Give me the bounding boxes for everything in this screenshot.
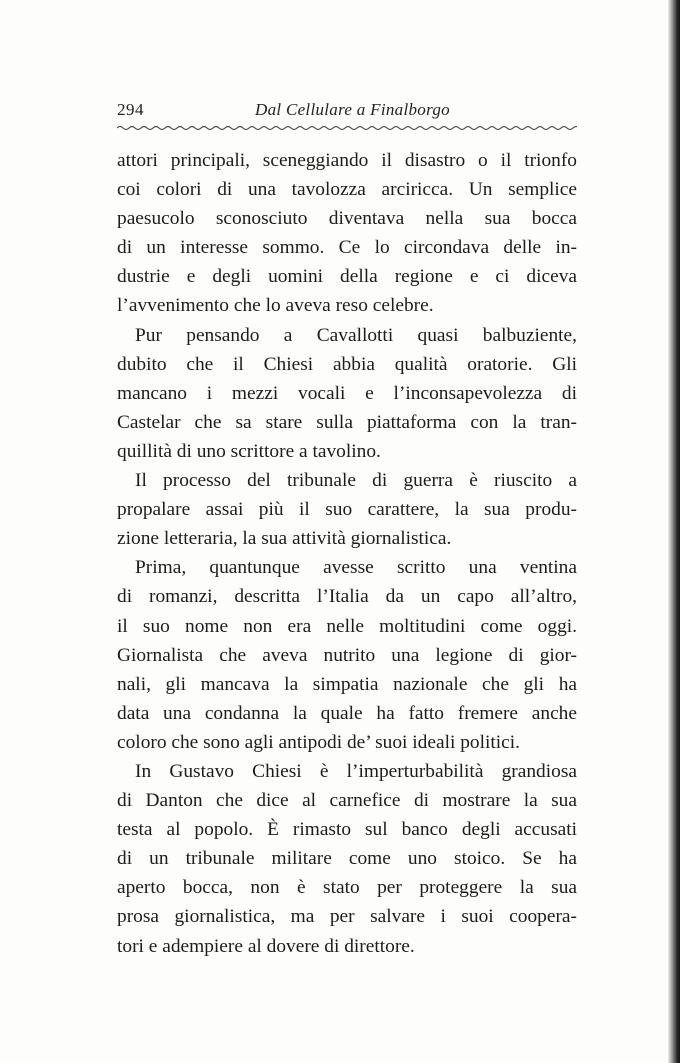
paragraph-2 (117, 321, 577, 466)
text-line: dustrie e degli uomini della regione e ci diceva (117, 266, 577, 288)
text-line: Castelar che sa stare sulla piattaforma con la tran- (117, 411, 577, 433)
text-line: dubito che il Chiesi abbia qualità oratorie. Gli (117, 353, 577, 375)
paragraph-1 (117, 146, 577, 321)
text-line: attori principali, sceneggiando il disastro o il trionfo (117, 150, 577, 171)
text-line: mancano i mezzi vocali e l’inconsapevolezza di (117, 382, 577, 404)
body-text (117, 146, 577, 961)
text-line: di un tribunale militare come uno stoico. Se ha (117, 848, 577, 870)
text-line: zione letteraria, la sua attività giornalistica. (117, 528, 452, 550)
paragraph-3 (117, 466, 577, 553)
text-line: di un interesse sommo. Ce lo circondava delle in- (117, 237, 577, 259)
text-line: l’avvenimento che lo aveva reso celebre. (117, 295, 434, 317)
text-line: Pur pensando a Cavallotti quasi balbuziente, (135, 324, 577, 346)
text-line: il suo nome non era nelle moltitudini come oggi. (117, 615, 577, 637)
paragraph-4 (117, 553, 577, 757)
text-line: Giornalista che aveva nutrito una legione di gior- (117, 644, 577, 666)
text-line: nali, gli mancava la simpatia nazionale che gli ha (117, 673, 577, 695)
text-line: coi colori di una tavolozza arciricca. Un semplice (117, 179, 577, 201)
text-line: tori e adempiere al dovere di direttore. (117, 935, 415, 957)
text-line: data una condanna la quale ha fatto fremere anche (117, 702, 577, 724)
decorative-wavy-rule (117, 124, 577, 134)
text-line: testa al popolo. È rimasto sul banco degli accusati (117, 819, 577, 841)
text-line: In Gustavo Chiesi è l’imperturbabilità grandiosa (135, 760, 577, 782)
text-line: di Danton che dice al carnefice di mostrare la sua (117, 790, 577, 812)
text-line: prosa giornalistica, ma per salvare i suoi coopera- (117, 906, 577, 928)
text-line: quillità di uno scrittore a tavolino. (117, 440, 381, 462)
page-number: 294 (117, 100, 144, 119)
book-spine-edge (668, 0, 680, 1063)
paragraph-5 (117, 757, 577, 961)
text-line: aperto bocca, non è stato per proteggere la sua (117, 877, 577, 899)
text-line: paesucolo sconosciuto diventava nella sua bocca (117, 208, 577, 230)
text-line: di romanzi, descritta l’Italia da un capo all’altro, (117, 586, 577, 608)
text-line: propalare assai più il suo carattere, la sua produ- (117, 499, 577, 521)
text-line: Prima, quantunque avesse scritto una ventina (135, 557, 577, 579)
text-line: Il processo del tribunale di guerra è riuscito a (135, 470, 577, 492)
text-line: coloro che sono agli antipodi de’ suoi ideali politici. (117, 731, 520, 753)
running-title: Dal Cellulare a Finalborgo (255, 100, 450, 119)
page-header (117, 100, 577, 124)
